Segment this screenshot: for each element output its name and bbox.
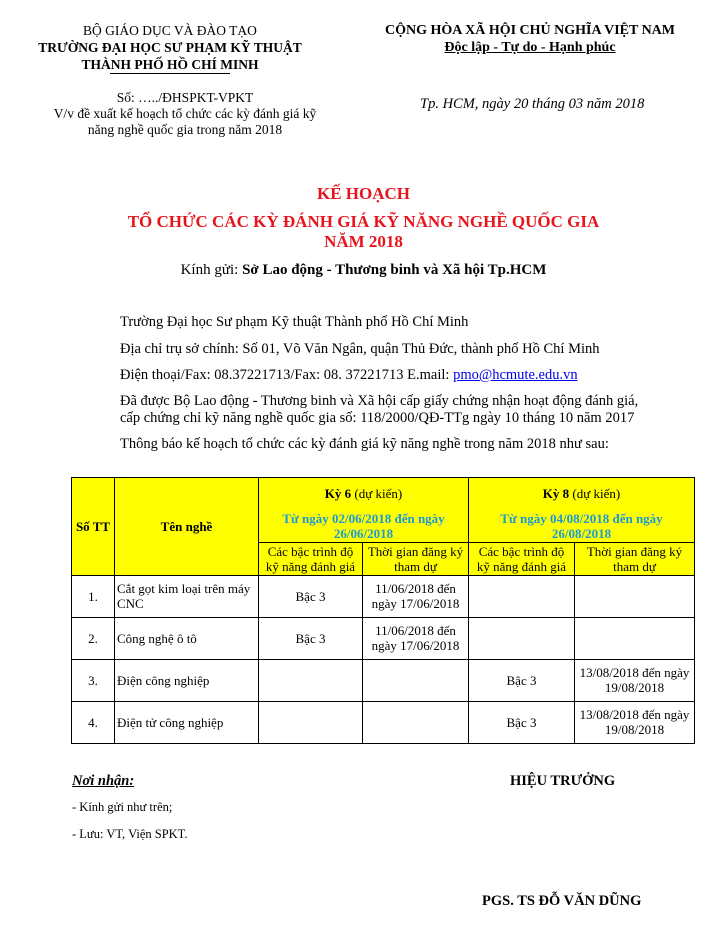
issuer-divider bbox=[110, 73, 230, 74]
row-ky8-time: 13/08/2018 đến ngày 19/08/2018 bbox=[575, 701, 695, 743]
national-header bbox=[355, 22, 705, 56]
row-stt: 3. bbox=[72, 659, 115, 701]
row-stt: 4. bbox=[72, 701, 115, 743]
header-ky6: Kỳ 6 (dự kiến) bbox=[259, 478, 469, 510]
table-row bbox=[72, 617, 695, 659]
row-ky6-time bbox=[363, 701, 469, 743]
ky6-date-range: Từ ngày 02/06/2018 đến ngày 26/06/2018 bbox=[259, 510, 469, 543]
university-city: THÀNH PHỐ HỒ CHÍ MINH bbox=[81, 57, 259, 72]
body-paragraph-5: Thông báo kế hoạch tổ chức các kỳ đánh giá kỹ năng nghề trong năm 2018 như sau: bbox=[120, 436, 609, 452]
ky6-time-header: Thời gian đăng ký tham dự bbox=[363, 542, 469, 575]
row-ky6-time: 11/06/2018 đến ngày 17/06/2018 bbox=[363, 575, 469, 617]
row-stt: 1. bbox=[72, 575, 115, 617]
row-ky8-level: Bậc 3 bbox=[469, 659, 575, 701]
body-paragraph-4 bbox=[120, 393, 700, 427]
subject-line-1: V/v đề xuất kế hoạch tổ chức các kỳ đánh giá kỹ bbox=[53, 106, 317, 121]
body-paragraph-1: Trường Đại học Sư phạm Kỹ thuật Thành phố Hồ Chí Minh bbox=[120, 314, 469, 330]
recipients-title: Nơi nhận: bbox=[72, 773, 135, 789]
row-ky8-time bbox=[575, 617, 695, 659]
header-ky8: Kỳ 8 (dự kiến) bbox=[469, 478, 695, 510]
header-stt: Số TT bbox=[72, 478, 115, 576]
row-name: Công nghệ ô tô bbox=[115, 617, 259, 659]
country-name: CỘNG HÒA XÃ HỘI CHỦ NGHĨA VIỆT NAM bbox=[384, 23, 675, 38]
document-number: Số: …../ĐHSPKT-VPKT bbox=[116, 90, 254, 105]
ministry-name: BỘ GIÁO DỤC VÀ ĐÀO TẠO bbox=[83, 23, 257, 38]
greeting-prefix: Kính gửi: bbox=[180, 262, 243, 278]
row-ky8-time: 13/08/2018 đến ngày 19/08/2018 bbox=[575, 659, 695, 701]
plan-table bbox=[71, 477, 695, 744]
row-name: Cắt gọt kim loại trên máy CNC bbox=[115, 575, 259, 617]
body-paragraph-2: Địa chỉ trụ sở chính: Số 01, Võ Văn Ngân, quận Thủ Đức, thành phố Hồ Chí Minh bbox=[120, 341, 600, 357]
row-ky8-level bbox=[469, 617, 575, 659]
license-line-1: Đã được Bộ Lao động - Thương binh và Xã hội cấp giấy chứng nhận hoạt động đánh giá, bbox=[120, 393, 639, 409]
document-subtitle bbox=[0, 212, 727, 252]
document-title: KẾ HOẠCH bbox=[316, 184, 411, 203]
row-stt: 2. bbox=[72, 617, 115, 659]
document-date: Tp. HCM, ngày 20 tháng 03 năm 2018 bbox=[420, 96, 645, 112]
reference-block bbox=[20, 90, 350, 138]
row-ky8-level bbox=[469, 575, 575, 617]
row-name: Điện tử công nghiệp bbox=[115, 701, 259, 743]
subtitle-line-2: NĂM 2018 bbox=[324, 232, 403, 251]
email-link[interactable]: pmo@hcmute.edu.vn bbox=[453, 367, 578, 383]
issuer-block bbox=[20, 22, 320, 73]
subject-line-2: năng nghề quốc gia trong năm 2018 bbox=[87, 122, 283, 137]
row-name: Điện công nghiệp bbox=[115, 659, 259, 701]
row-ky8-time bbox=[575, 575, 695, 617]
subtitle-line-1: TỔ CHỨC CÁC KỲ ĐÁNH GIÁ KỸ NĂNG NGHỀ QUỐC GIA bbox=[127, 212, 600, 231]
greeting-recipient: Sở Lao động - Thương binh và Xã hội Tp.HCM bbox=[242, 262, 547, 278]
recipient-1: - Kính gửi như trên; bbox=[72, 800, 173, 814]
ky8-time-header: Thời gian đăng ký tham dự bbox=[575, 542, 695, 575]
row-ky6-level: Bậc 3 bbox=[259, 617, 363, 659]
contact-text: Điện thoại/Fax: 08.37221713/Fax: 08. 37221713 E.mail: bbox=[120, 367, 454, 383]
row-ky6-level bbox=[259, 659, 363, 701]
signer-title: HIỆU TRƯỞNG bbox=[510, 773, 616, 789]
table-row bbox=[72, 575, 695, 617]
ky6-level-header: Các bậc trình độ kỹ năng đánh giá bbox=[259, 542, 363, 575]
ky8-level-header: Các bậc trình độ kỹ năng đánh giá bbox=[469, 542, 575, 575]
row-ky8-level: Bậc 3 bbox=[469, 701, 575, 743]
license-line-2: cấp chứng chỉ kỹ năng nghề quốc gia số: 118/2000/QĐ-TTg ngày 10 tháng 10 năm 2017 bbox=[120, 410, 635, 426]
body-paragraph-3 bbox=[120, 367, 700, 384]
table-row bbox=[72, 701, 695, 743]
university-name: TRƯỜNG ĐẠI HỌC SƯ PHẠM KỸ THUẬT bbox=[38, 40, 302, 55]
ky8-date-range: Từ ngày 04/08/2018 đến ngày 26/08/2018 bbox=[469, 510, 695, 543]
row-ky6-level bbox=[259, 701, 363, 743]
row-ky6-time bbox=[363, 659, 469, 701]
recipient-2: - Lưu: VT, Viện SPKT. bbox=[72, 827, 188, 841]
national-motto: Độc lập - Tự do - Hạnh phúc bbox=[444, 40, 616, 55]
signer-name: PGS. TS ĐỖ VĂN DŨNG bbox=[482, 893, 642, 909]
header-name: Tên nghề bbox=[115, 478, 259, 576]
row-ky6-time: 11/06/2018 đến ngày 17/06/2018 bbox=[363, 617, 469, 659]
table-row bbox=[72, 659, 695, 701]
greeting bbox=[0, 262, 727, 279]
row-ky6-level: Bậc 3 bbox=[259, 575, 363, 617]
